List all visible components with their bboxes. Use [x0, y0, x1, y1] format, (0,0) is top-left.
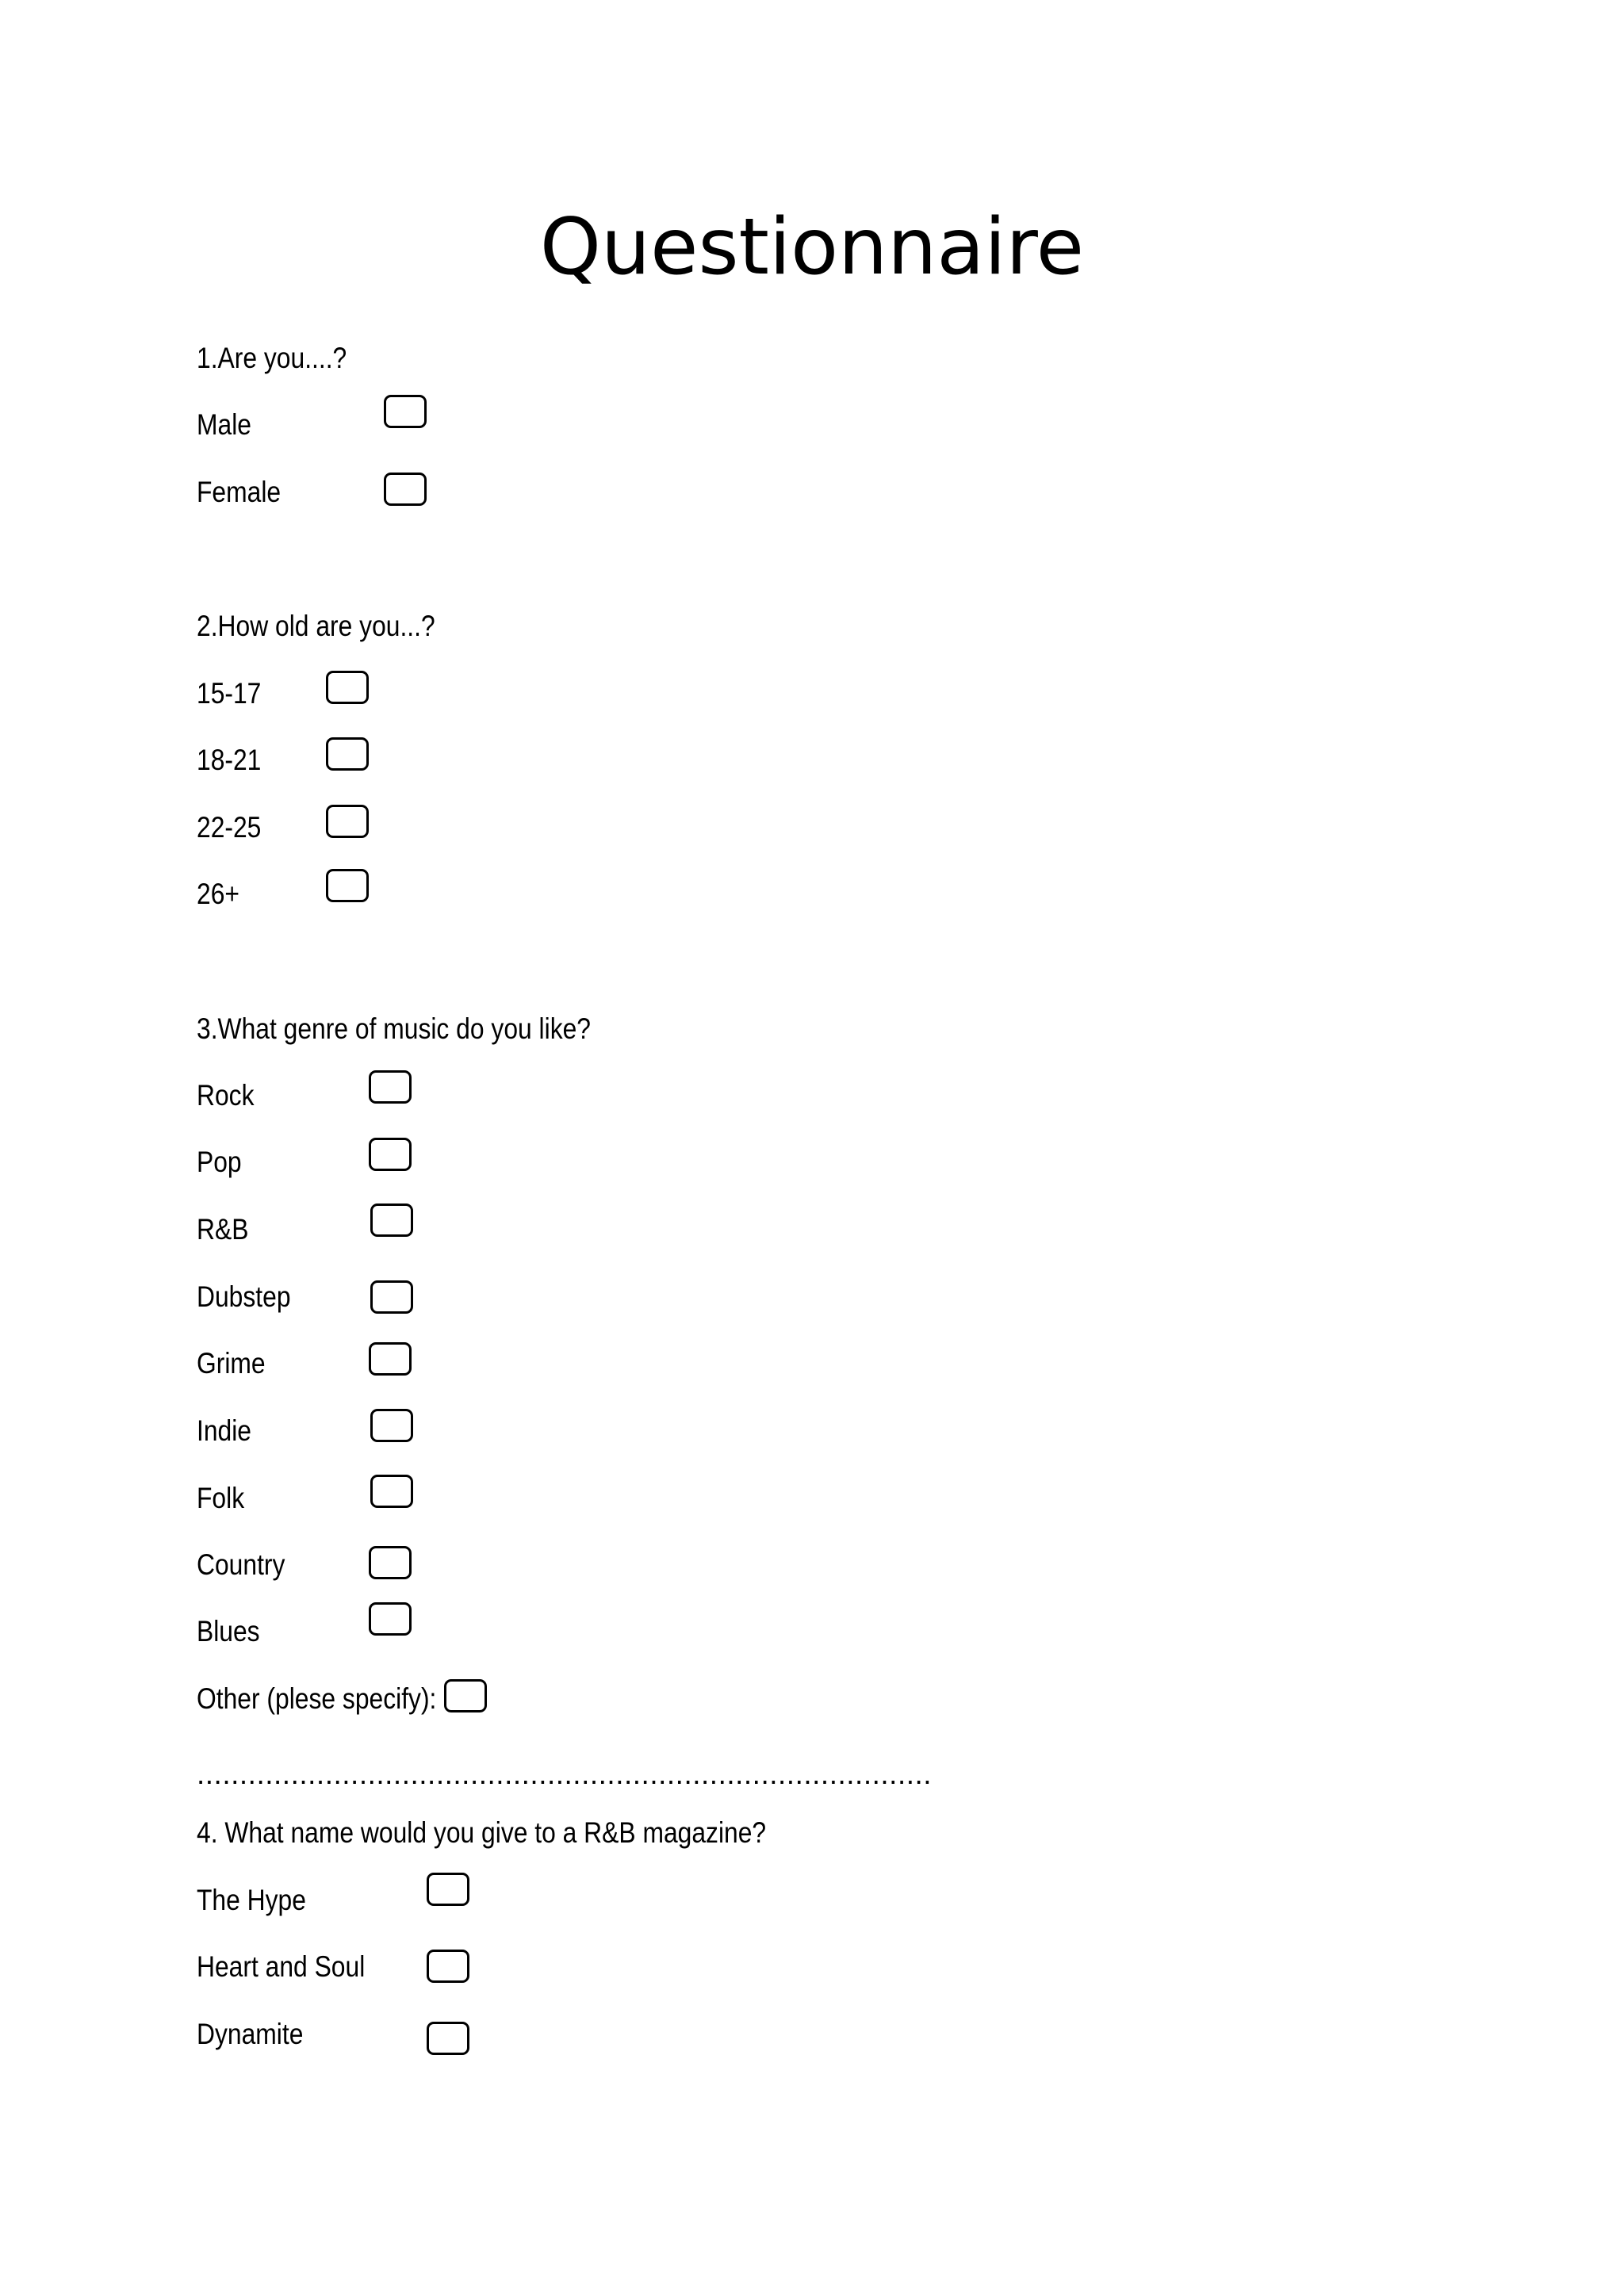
checkbox-folk[interactable]	[370, 1475, 413, 1508]
checkbox-grime[interactable]	[369, 1342, 412, 1376]
checkbox-country[interactable]	[369, 1546, 412, 1579]
option-label-male: Male	[197, 408, 251, 441]
other-specify-line[interactable]: ......................................................................................	[197, 1758, 933, 1790]
checkbox-dynamite[interactable]	[427, 2022, 469, 2055]
option-label-folk: Folk	[197, 1482, 245, 1514]
option-label-other: Other (plese specify):	[197, 1682, 437, 1715]
option-label-female: Female	[197, 476, 282, 508]
question-3-label: 3.What genre of music do you like?	[197, 1012, 592, 1045]
checkbox-18-21[interactable]	[326, 737, 369, 771]
question-2-label: 2.How old are you...?	[197, 610, 435, 642]
question-4-label: 4. What name would you give to a R&B magazine?	[197, 1816, 767, 1849]
page-title: Questionnaire	[539, 202, 1085, 293]
option-label-blues: Blues	[197, 1615, 260, 1647]
checkbox-15-17[interactable]	[326, 671, 369, 704]
checkbox-indie[interactable]	[370, 1409, 413, 1442]
checkbox-other[interactable]	[444, 1679, 487, 1712]
checkbox-heart-and-soul[interactable]	[427, 1950, 469, 1983]
option-label-22-25: 22-25	[197, 811, 262, 844]
option-label-heart-and-soul: Heart and Soul	[197, 1950, 366, 1983]
checkbox-rnb[interactable]	[370, 1203, 413, 1237]
option-label-18-21: 18-21	[197, 744, 262, 776]
option-label-grime: Grime	[197, 1347, 266, 1380]
option-label-rnb: R&B	[197, 1213, 249, 1246]
option-label-the-hype: The Hype	[197, 1884, 306, 1916]
option-label-country: Country	[197, 1548, 285, 1581]
option-label-dynamite: Dynamite	[197, 2018, 304, 2050]
option-label-pop: Pop	[197, 1146, 242, 1178]
checkbox-female[interactable]	[384, 473, 427, 506]
checkbox-male[interactable]	[384, 395, 427, 428]
checkbox-rock[interactable]	[369, 1070, 412, 1104]
option-label-indie: Indie	[197, 1414, 252, 1447]
checkbox-26-plus[interactable]	[326, 869, 369, 902]
option-label-15-17: 15-17	[197, 677, 262, 710]
checkbox-blues[interactable]	[369, 1602, 412, 1636]
option-label-dubstep: Dubstep	[197, 1280, 291, 1313]
option-label-26-plus: 26+	[197, 878, 239, 910]
question-1-label: 1.Are you....?	[197, 342, 347, 374]
checkbox-the-hype[interactable]	[427, 1873, 469, 1906]
checkbox-pop[interactable]	[369, 1138, 412, 1171]
option-label-rock: Rock	[197, 1079, 255, 1112]
checkbox-22-25[interactable]	[326, 805, 369, 838]
checkbox-dubstep[interactable]	[370, 1280, 413, 1314]
